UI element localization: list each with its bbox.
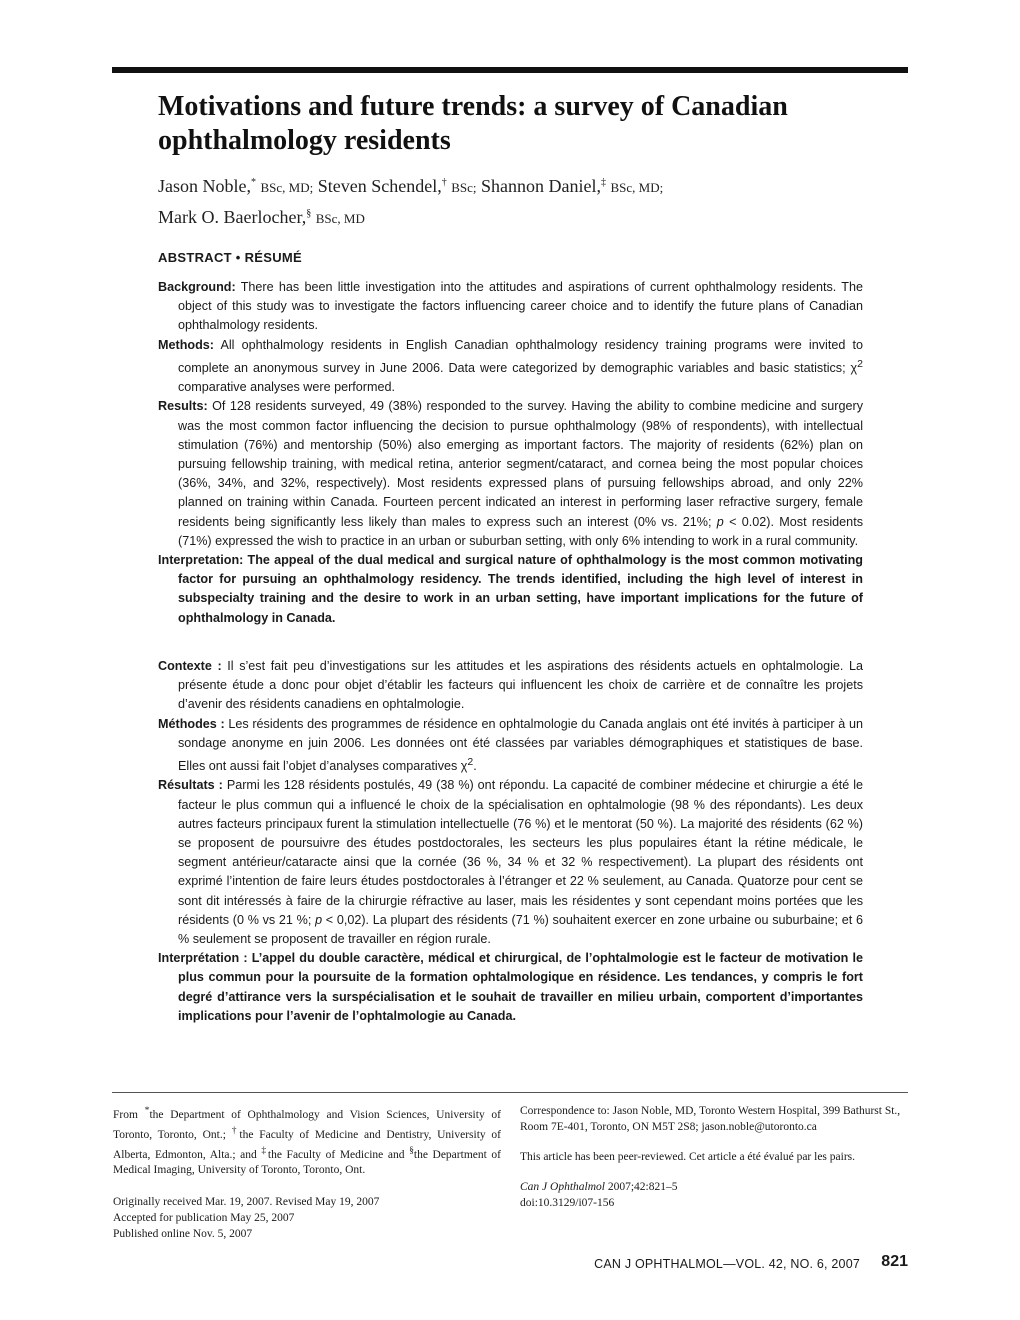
affiliation-mark: ‡ <box>261 1144 268 1156</box>
section-label: Interpretation: <box>158 553 244 568</box>
correspondence-block <box>520 1103 910 1211</box>
author-mark: † <box>441 177 447 188</box>
date-accepted: Accepted for publication May 25, 2007 <box>113 1212 295 1225</box>
doi: doi:10.3129/i07-156 <box>520 1197 615 1209</box>
peer-review-note: This article has been peer-reviewed. Cet article a été évalué par les pairs. <box>520 1151 856 1163</box>
affiliation-mark: † <box>231 1124 240 1136</box>
section-text: Il s’est fait peu d’investigations sur les attitudes et les aspirations des résidents actuels en ophtalmologie. La présente étude a donc pour objet d’établir les facteurs qui influencent les choix de carrière et de connaître les projets d’avenir des résidents canadiens en ophtalmologie. <box>178 659 864 712</box>
author-name: Steven Schendel, <box>317 176 442 196</box>
section-text: . <box>473 759 477 774</box>
author-mark: * <box>251 177 256 188</box>
article-title: Motivations and future trends: a survey of Canadian ophthalmology residents <box>158 91 788 156</box>
section-text: The appeal of the dual medical and surgical nature of ophthalmology is the most common motivating factor for pursuing an ophthalmology residency. The trends identified, including the high level of interest in subspecialty training and the desire to work in an urban setting, have important implications for the future of ophthalmology in Canada. <box>178 553 864 625</box>
p-value-symbol: p <box>315 912 323 927</box>
abstract-methods <box>158 336 863 398</box>
chi-square-exponent: 2 <box>467 756 474 769</box>
citation-journal: Can J Ophthalmol <box>520 1181 605 1193</box>
author-list <box>158 170 898 232</box>
p-value-symbol: p <box>716 514 724 529</box>
author-name: Shannon Daniel, <box>481 176 601 196</box>
abstract-interpretation <box>158 551 863 628</box>
author-degree: BSc, MD; <box>260 180 314 195</box>
abstract-results <box>158 397 863 551</box>
section-text: Of 128 residents surveyed, 49 (38%) responded to the survey. Having the ability to combine medicine and surgery was the most common factor influencing the decision to pursue ophthalmology (98% of respondents), with intellectual stimulation (76%) and mentorship (50%) also emerging as important factors. The majority of residents (62%) plan on pursuing fellowship training, with medical retina, anterior segment/cataract, and cornea being the most popular choices (36%, 34%, and 32%, respectively). Most residents expressed plans of pursuing fellowships abroad, and only 22% planned on training within Canada. Fourteen percent indicated an interest in performing laser refractive surgery, female residents being significantly less likely than males to express such an interest (0% vs. 21%; <box>178 399 863 529</box>
section-text: < 0,02). La plupart des résidents (71 %) souhaitent exercer en zone urbaine ou suburbaine; et 6 % seulement se proposent de travailler en région rurale. <box>178 912 863 947</box>
section-label: Interprétation : <box>158 951 248 966</box>
affiliations-block <box>113 1103 501 1242</box>
affiliation-text: the Faculty of Medicine and <box>267 1148 410 1161</box>
section-text: There has been little investigation into the attitudes and aspirations of current ophthalmology residents. The object of this study was to investigate the factors influencing career choice and to identify the future plans of Canadian ophthalmology residents. <box>178 280 863 333</box>
running-footer: CAN J OPHTHALMOL—VOL. 42, NO. 6, 2007 <box>594 1257 860 1271</box>
abstract-heading: ABSTRACT • RÉSUMÉ <box>158 250 302 265</box>
affiliation-text: the Faculty of Medicine and Dentistry, University of Alberta, Edmonton, Alta.; and <box>113 1128 501 1161</box>
date-published: Published online Nov. 5, 2007 <box>113 1228 253 1241</box>
section-label: Methods: <box>158 337 214 352</box>
section-text: comparative analyses were performed. <box>178 380 395 395</box>
author-mark: § <box>306 208 312 219</box>
affiliation-from: From <box>113 1108 145 1121</box>
affiliation-mark: § <box>409 1144 414 1156</box>
section-label: Contexte : <box>158 659 222 673</box>
citation <box>520 1179 910 1195</box>
abstract-background <box>158 278 863 336</box>
top-rule <box>112 67 908 73</box>
section-text: Parmi les 128 résidents postulés, 49 (38 %) ont répondu. La capacité de combiner médecine et chirurgie a été le facteur le plus commun qui a influencé le choix de la spécialisation en ophtalmologie (98 % des répondants). Les deux autres facteurs principaux furent la stimulation intellectuelle (76 %) et le mentorat (50 %). La majorité des résidents (62 %) se proposent de poursuivre des études postdoctorales, les secteurs les plus populaires étant la rétine médicale, le segment antérieur/cataracte ainsi que la cornée (36 %, 34 % et 32 % respectivement). La plupart des résidents ont exprimé l’intention de faire leurs études postdoctorales à l’étranger et 22 % seulement, au Canada. Quatorze pour cent se sont dit intéressés à faire de la chirurgie réfractive au laser, mais les résidentes y sont cependant moins portées que les résidents (0 % vs 21 %; <box>178 778 863 927</box>
section-text: < 0.02). Most residents (71%) expressed the wish to practice in an urban or suburban setting, with only 6% intending to work in a rural community. <box>178 514 863 548</box>
footnote-divider <box>112 1092 908 1093</box>
author-name: Mark O. Baerlocher, <box>158 207 307 227</box>
section-text: Les résidents des programmes de résidence en ophtalmologie du Canada anglais ont été invités à participer à un sondage anonyme en juin 2006. Les données ont été classées par variables démographiques et statistiques de base. Elles ont aussi fait l’objet d’analyses comparatives χ <box>178 716 863 774</box>
author-mark: ‡ <box>601 177 606 188</box>
page-number: 821 <box>881 1253 908 1270</box>
affiliation-text: the Department of Ophthalmology and Vision Sciences, University of Toronto, Toronto, Ont.; <box>113 1108 502 1141</box>
publication-dates <box>113 1194 501 1242</box>
section-text: L’appel du double caractère, médical et chirurgical, de l’ophtalmologie est le facteur de motivation le plus commun pour la poursuite de la formation ophtalmologique en résidence. Les tendances, y compris le fort degré d’attirance vers la surspécialisation et le souhait de travailler en milieu urbain, comportent d’importantes implications pour l’avenir de l’ophtalmologie au Canada. <box>178 951 864 1023</box>
section-label: Results: <box>158 399 208 414</box>
abstract-french <box>158 657 863 1026</box>
abstract-english <box>158 278 863 628</box>
section-label: Méthodes : <box>158 716 225 731</box>
author-degree: BSc, MD; <box>610 180 664 195</box>
author-name: Jason Noble, <box>158 176 251 196</box>
resume-resultats <box>158 776 863 949</box>
resume-interpretation <box>158 949 863 1026</box>
chi-square-exponent: 2 <box>857 357 863 370</box>
date-received: Originally received Mar. 19, 2007. Revised May 19, 2007 <box>113 1196 380 1209</box>
section-label: Background: <box>158 280 236 294</box>
affiliation-text: the Department of Medical Imaging, University of Toronto, Toronto, Ont. <box>113 1148 501 1177</box>
section-text: All ophthalmology residents in English Canadian ophthalmology residency training programs were invited to complete an anonymous survey in June 2006. Data were categorized by demographic variables and basic statistics; χ <box>178 337 863 375</box>
resume-contexte <box>158 657 863 715</box>
author-degree: BSc; <box>451 180 477 195</box>
correspondence: Correspondence to: Jason Noble, MD, Toronto Western Hospital, 399 Bathurst St., Room 7E-401, Toronto, ON M5T 2S8; jason.noble@utoronto.ca <box>520 1105 901 1133</box>
affiliations <box>113 1103 501 1178</box>
author-degree: BSc, MD <box>315 211 365 226</box>
resume-methodes <box>158 715 863 777</box>
section-label: Résultats : <box>158 778 223 793</box>
affiliation-mark: * <box>144 1105 150 1116</box>
citation-volume: 2007;42:821–5 <box>604 1181 678 1193</box>
